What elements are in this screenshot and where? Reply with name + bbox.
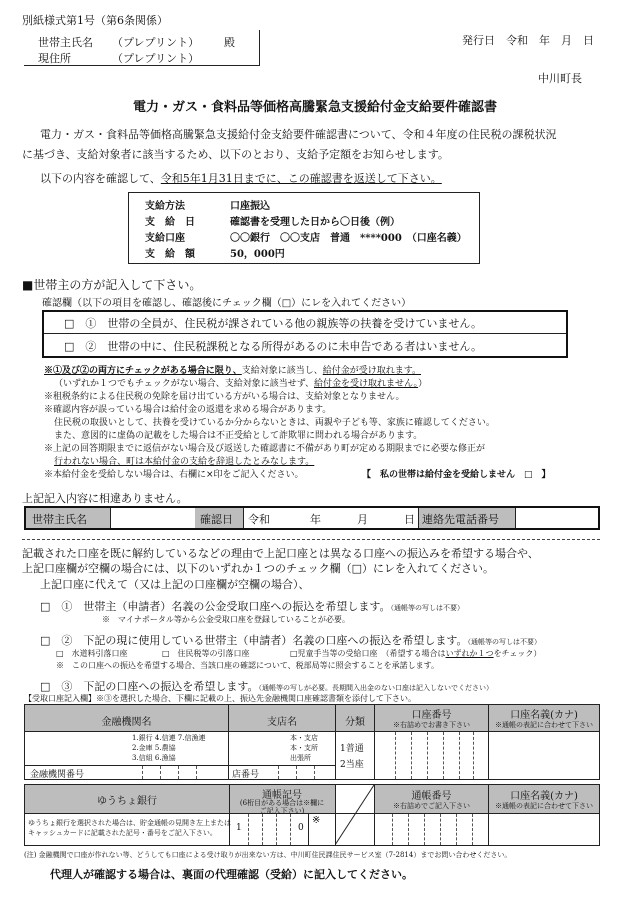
payment-amount-label: 支 給 額	[145, 249, 195, 260]
confirm-text: 上記記入内容に相違ありません。	[22, 492, 188, 505]
payment-date-label: 支 給 日	[145, 217, 195, 228]
code-last-digit: 0	[298, 823, 304, 833]
yucho-holder-sub: ※通帳の表記に合わせて下さい	[495, 802, 593, 810]
proxy-note: 代理人が確認する場合は、裏面の代理確認（受給）に記入してください。	[50, 868, 413, 881]
yucho-holder-header: 口座名義(カナ)	[510, 791, 578, 802]
bank-type-line-3: 3.信組 6.漁協	[132, 754, 176, 762]
code-asterisk: ※	[312, 815, 321, 826]
code-first-digit: 1	[236, 823, 242, 833]
passbook-number-sub: ※右詰めでご記入下さい	[393, 802, 470, 810]
passbook-code-sub-1: (6桁目がある場合は※欄に	[239, 799, 325, 807]
payment-date-value: 確認書を受理した日から〇日後（例）	[230, 217, 400, 228]
issuer: 中川町長	[538, 72, 582, 85]
holder-header: 口座名義(カナ)	[510, 710, 578, 721]
option-2-note: ※ この口座への振込を希望する場合、当該口座の確認について、税部局等に照会することを承諾します。	[56, 661, 440, 670]
phone-label: 連絡先電話番号	[422, 513, 499, 526]
note-ineligible: （いずれか１つでもチェックがない場合、支給対象に該当せず、給付金を受け取れません。）	[54, 379, 428, 389]
note-dependents: 住民税の取扱いとして、扶養を受けているか分からないときは、両親や子ども等、家族に確認してください。	[54, 418, 495, 428]
note-refuse: ※本給付金を受給しない場合は、右欄に×印をご記入ください。	[44, 470, 304, 480]
check-instructions: 確認欄（以下の項目を確認し、確認後にチェック欄（□）にレを入れてください）	[42, 298, 412, 309]
section2-p1: 記載された口座を既に解約しているなどの理由で上記口座とは異なる口座への振込みを希望する場合や、	[22, 547, 539, 560]
passbook-code-header: 通帳記号	[262, 790, 302, 801]
addressee-name-label: 世帯主氏名	[38, 36, 93, 49]
check-item-2[interactable]: □ ② 世帯の中に、住民税課税となる所得があるのに未申告である者はいません。	[64, 340, 483, 353]
account-number-header: 口座番号	[411, 710, 452, 721]
head-name-input[interactable]	[112, 508, 194, 528]
option-2a-water[interactable]: □ 水道料引落口座	[56, 649, 128, 658]
yucho-note-1: ゆうちょ銀行を選択された場合は、貯金通帳の見開き左上または	[28, 819, 231, 827]
payment-account-value: 〇〇銀行 〇〇支店 普通 ****000 （口座名義）	[230, 233, 467, 244]
branch-code-label: 店番号	[232, 770, 260, 780]
yucho-slash	[335, 785, 375, 845]
bank-name-header: 金融機関名	[101, 717, 152, 728]
payment-method-value: 口座振込	[230, 201, 270, 212]
intro-line-3: 以下の内容を確認して、令和5年1月31日までに、この確認書を返送して下さい。	[40, 172, 442, 185]
check-item-1[interactable]: □ ① 世帯の全員が、住民税が課されている他の親族等の扶養を受けていません。	[64, 317, 483, 330]
yucho-note-2: キャッシュカードに記載された記号・番号をご記入下さい。	[28, 829, 217, 837]
footer-note: (注) 金融機関で口座が作れない等、どうしても口座による受け取りが出来ない方は、中川町住民課住民サービス室（7-2814）までお問い合わせください。	[24, 851, 512, 859]
page-title: 電力・ガス・食料品等価格高騰緊急支援給付金支給要件確認書	[132, 100, 497, 115]
yucho-header: ゆうちょ銀行	[97, 796, 157, 807]
section2-p3: 上記口座に代えて（又は上記の口座欄が空欄の場合）、	[40, 578, 310, 591]
account-number-subheader: ※右詰めでお書き下さい	[393, 721, 470, 729]
section1-heading: ■世帯主の方が記入して下さい。	[22, 278, 202, 292]
account-type-header: 分類	[345, 717, 365, 728]
option-3[interactable]: □ ③ 下記の口座への振込を希望します。（通帳等の写しが必要。長期間入出金のない口座は記入しないでください）	[40, 680, 494, 693]
note-eligibility: ※①及び②の両方にチェックがある場合に限り、支給対象に該当し、給付金が受け取れます。	[44, 366, 422, 376]
note-refund: ※確認内容が誤っている場合は給付金の返還を求める場合があります。	[44, 405, 332, 415]
note-fraud: また、意図的に虚偽の記載をした場合は不正受給として詐欺罪に問われる場合があります。	[54, 431, 423, 441]
note-tax-treaty: ※租税条約による住民税の免除を届け出ている方がいる場合は、支給対象となりません。	[44, 392, 405, 402]
issue-date: 発行日 令和 年 月 日	[462, 34, 594, 47]
branch-type-line-3: 出張所	[290, 754, 311, 762]
branch-type-line-2: 本・支所	[290, 744, 318, 752]
account-form-heading: 【受取口座記入欄】※③を選択した場合、下欄に記載の上、振込先金融機関口座確認書類を添付して下さい。	[24, 694, 416, 703]
passbook-code-sub-2: ご記入下さい)	[259, 807, 305, 815]
month-label[interactable]: 月	[357, 513, 368, 526]
honorific: 殿	[224, 36, 235, 49]
form-number: 別紙様式第1号（第6条関係）	[22, 14, 168, 27]
branch-name-header: 支店名	[267, 717, 297, 728]
option-2[interactable]: □ ② 下記の現に使用している世帯主（申請者）名義の口座への振込を希望します。（通帳等の写しは不要）	[40, 634, 542, 647]
era-label: 令和	[248, 513, 270, 526]
option-1-note: ※ マイナポータル等から公金受取口座を登録していることが必要。	[102, 615, 350, 624]
phone-input[interactable]	[517, 508, 598, 528]
addressee-name-value: （プレプリント）	[112, 36, 200, 49]
day-label[interactable]: 日	[404, 513, 415, 526]
type-current[interactable]: 2当座	[340, 760, 364, 770]
refuse-checkbox[interactable]: 【 私の世帯は給付金を受給しません □ 】	[362, 470, 551, 480]
section2-p2: 上記口座欄が空欄の場合には、以下のいずれか１つのチェック欄（□）にレを入れてください。	[22, 562, 495, 575]
holder-subheader: ※通帳の表記に合わせて下さい	[495, 721, 593, 729]
cut-line	[22, 539, 600, 540]
intro-line-1: 電力・ガス・食料品等価格高騰緊急支援給付金支給要件確認書について、令和４年度の住民税の課税状況	[40, 128, 557, 141]
bank-type-line-2: 2.金庫 5.農協	[132, 744, 176, 752]
option-1[interactable]: □ ① 世帯主（申請者）名義の公金受取口座への振込を希望します。（通帳等の写しは不要）	[40, 600, 465, 613]
option-2c-child[interactable]: □児童手当等の受給口座 （希望する場合はいずれか１つをチェック）	[290, 649, 542, 658]
note-decline: 行われない場合、町は本給付金の支給を辞退したとみなします。	[54, 457, 315, 467]
bank-type-line-1: 1.銀行 4.信連 7.信漁連	[132, 734, 206, 742]
confirm-date-label: 確認日	[200, 513, 233, 526]
passbook-number-header: 通帳番号	[411, 791, 452, 802]
head-name-label: 世帯主氏名	[32, 513, 87, 526]
year-label[interactable]: 年	[310, 513, 321, 526]
note-deadline: ※上記の回答期限までに返信がない場合及び返送した確認書に不備があり町が定める期限までに必要な修正が	[44, 444, 486, 454]
payment-method-label: 支給方法	[145, 201, 185, 212]
bank-code-label: 金融機関番号	[30, 770, 85, 780]
address-value: （プレプリント）	[112, 52, 200, 65]
address-label: 現住所	[38, 52, 71, 65]
branch-type-line-1: 本・支店	[290, 734, 318, 742]
payment-amount-value: 50，000円	[230, 249, 285, 260]
option-2b-tax[interactable]: □ 住民税等の引落口座	[162, 649, 250, 658]
type-ordinary[interactable]: 1普通	[340, 744, 364, 754]
intro-line-2: に基づき、支給対象者に該当するため、以下のとおり、支給予定額をお知らせします。	[22, 148, 449, 161]
payment-account-label: 支給口座	[145, 233, 185, 244]
